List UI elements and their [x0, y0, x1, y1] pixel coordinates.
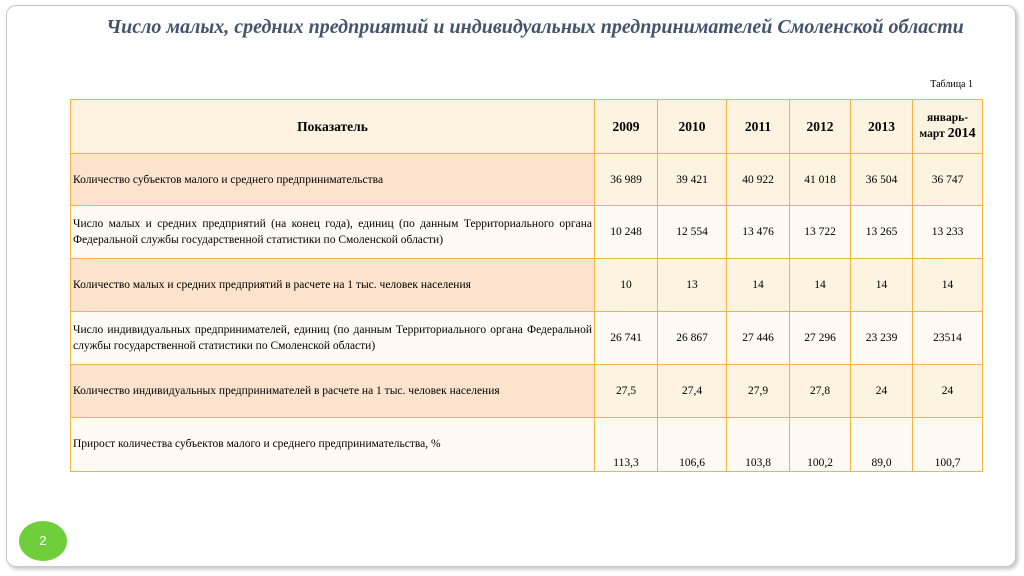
cell-value: 27,5	[595, 365, 658, 418]
cell-value: 39 421	[658, 154, 727, 206]
row-label: Количество малых и средних предприятий в расчете на 1 тыс. человек населения	[71, 259, 595, 312]
cell-value: 14	[790, 259, 851, 312]
table-row	[71, 154, 983, 206]
cell-value: 24	[851, 365, 913, 418]
data-table	[70, 99, 983, 472]
cell-value: 27 296	[790, 312, 851, 365]
cell-value: 13 265	[851, 206, 913, 259]
header-jan-mar-2014	[913, 100, 983, 154]
header-2012: 2012	[790, 100, 851, 154]
table-caption: Таблица 1	[930, 79, 973, 90]
cell-value: 27,8	[790, 365, 851, 418]
cell-value: 13	[658, 259, 727, 312]
header-2013: 2013	[851, 100, 913, 154]
cell-value: 27,4	[658, 365, 727, 418]
cell-value: 113,3	[595, 418, 658, 472]
cell-value: 106,6	[658, 418, 727, 472]
cell-value: 100,7	[913, 418, 983, 472]
cell-value: 14	[727, 259, 790, 312]
table-row	[71, 259, 983, 312]
cell-value: 23 239	[851, 312, 913, 365]
table-row	[71, 365, 983, 418]
header-2010: 2010	[658, 100, 727, 154]
cell-value: 103,8	[727, 418, 790, 472]
cell-value: 100,2	[790, 418, 851, 472]
cell-value: 41 018	[790, 154, 851, 206]
row-label: Прирост количества субъектов малого и среднего предпринимательства, %	[71, 418, 595, 472]
cell-value: 12 554	[658, 206, 727, 259]
page-number-badge: 2	[19, 521, 67, 561]
cell-value: 13 476	[727, 206, 790, 259]
cell-value: 36 989	[595, 154, 658, 206]
row-label: Число индивидуальных предпринимателей, единиц (по данным Территориального органа Федеральной службы государственной статистики по Смоленской области)	[71, 312, 595, 365]
cell-value: 26 867	[658, 312, 727, 365]
table-row	[71, 418, 983, 472]
cell-value: 14	[913, 259, 983, 312]
cell-value: 26 741	[595, 312, 658, 365]
table-header-row	[71, 100, 983, 154]
header-last-line1: январь-	[926, 112, 969, 124]
cell-value: 24	[913, 365, 983, 418]
header-2009: 2009	[595, 100, 658, 154]
table-row	[71, 312, 983, 365]
header-last-line2b: 2014	[947, 126, 976, 141]
cell-value: 40 922	[727, 154, 790, 206]
cell-value: 13 722	[790, 206, 851, 259]
slide-title: Число малых, средних предприятий и индивидуальных предпринимателей Смоленской области	[106, 16, 964, 38]
cell-value: 27 446	[727, 312, 790, 365]
header-2011: 2011	[727, 100, 790, 154]
cell-value: 14	[851, 259, 913, 312]
header-last-line2a: март	[919, 128, 948, 140]
cell-value: 36 504	[851, 154, 913, 206]
cell-value: 10 248	[595, 206, 658, 259]
table-row	[71, 206, 983, 259]
cell-value: 89,0	[851, 418, 913, 472]
row-label: Число малых и средних предприятий (на конец года), единиц (по данным Территориального органа Федеральной службы государственной статистики по Смоленской области)	[71, 206, 595, 259]
header-indicator: Показатель	[71, 100, 595, 154]
cell-value: 27,9	[727, 365, 790, 418]
row-label: Количество индивидуальных предпринимателей в расчете на 1 тыс. человек населения	[71, 365, 595, 418]
row-label: Количество субъектов малого и среднего предпринимательства	[71, 154, 595, 206]
cell-value: 13 233	[913, 206, 983, 259]
cell-value: 23514	[913, 312, 983, 365]
cell-value: 10	[595, 259, 658, 312]
cell-value: 36 747	[913, 154, 983, 206]
